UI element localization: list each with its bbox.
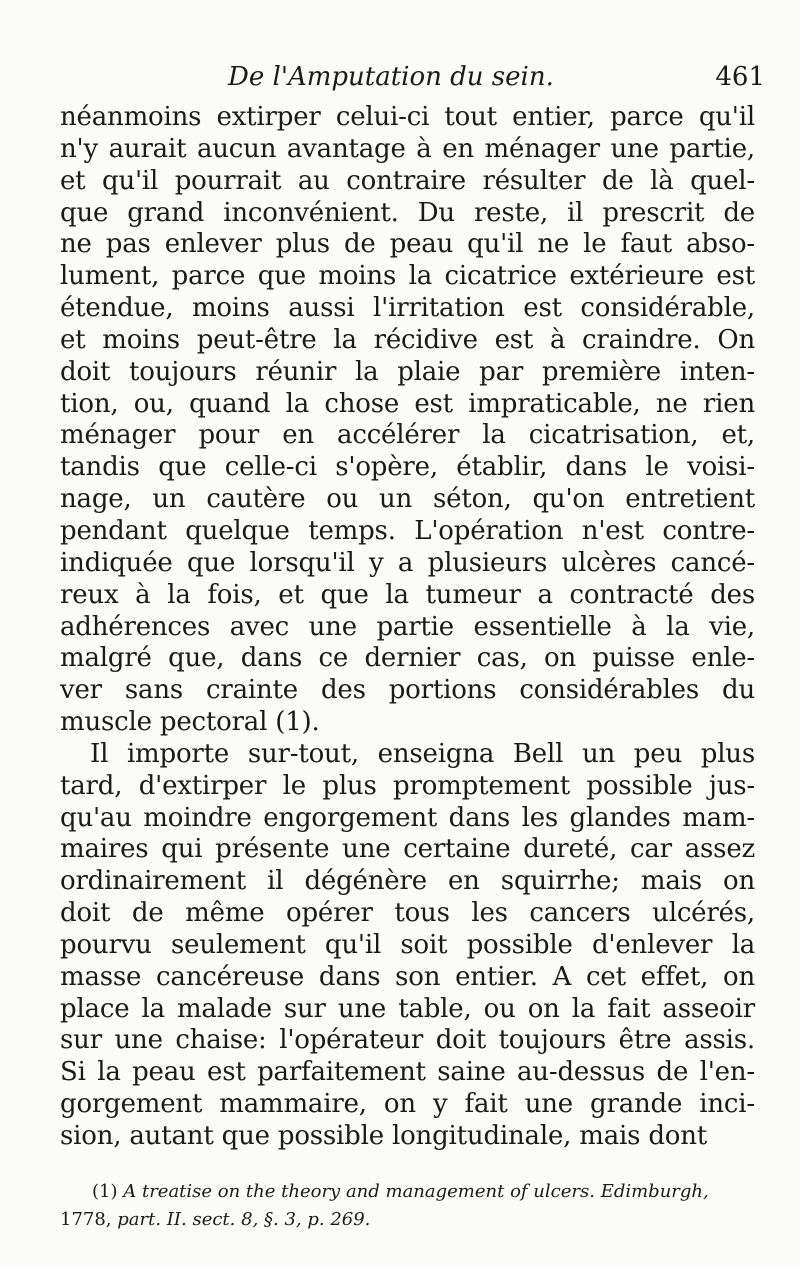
page-number: 461 (715, 62, 765, 92)
text-line: adhérences avec une partie essentielle à la vie, (60, 611, 755, 642)
text-line: sion, autant que possible longitudinale, mais dont (60, 1121, 708, 1151)
footnote (60, 1178, 752, 1234)
text-line: tard, d'extirper le plus promptement possible jus- (60, 770, 755, 801)
text-line: ver sans crainte des portions considérables du (60, 675, 755, 706)
text-line: Si la peau est parfaitement saine au-dessus de l'en- (60, 1057, 755, 1088)
text-line: malgré que, dans ce dernier cas, on puisse enle- (60, 643, 755, 674)
text-line: indiquée que lorsqu'il y a plusieurs ulcères cancé- (60, 547, 755, 578)
body-text (60, 102, 755, 1153)
text-line: gorgement mammaire, on y fait une grande inci- (60, 1089, 755, 1120)
footnote-line-1 (92, 1178, 752, 1206)
footnote-title: A treatise on the theory and management of ulcers. (123, 1181, 595, 1202)
text-line: masse cancéreuse dans son entier. A cet effet, on (60, 961, 755, 992)
text-line: nage, un cautère ou un séton, qu'on entretient (60, 484, 755, 515)
text-line: n'y aurait aucun avantage à en ménager une partie, (60, 133, 755, 164)
text-line: maires qui présente une certaine dureté, car assez (60, 834, 755, 865)
text-line: que grand inconvénient. Du reste, il prescrit de (60, 197, 755, 228)
footnote-place: Edimburgh, (600, 1181, 709, 1202)
text-line: place la malade sur une table, ou on la fait asseoir (60, 993, 755, 1024)
text-line: néanmoins extirper celui-ci tout entier, parce qu'il (60, 102, 755, 132)
text-line: ordinairement il dégénère en squirrhe; mais on (60, 866, 755, 897)
text-line: et moins peut-être la récidive est à craindre. On (60, 324, 755, 355)
text-line: sur une chaise: l'opérateur doit toujours être assis. (60, 1025, 755, 1056)
text-line: pendant quelque temps. L'opération n'est contre- (60, 515, 755, 546)
text-line: reux à la fois, et que la tumeur a contracté des (60, 579, 755, 610)
text-line: pourvu seulement qu'il soit possible d'enlever la (60, 929, 755, 960)
text-line: étendue, moins aussi l'irritation est considérable, (60, 293, 755, 324)
text-line: doit de même opérer tous les cancers ulcérés, (60, 898, 755, 929)
footnote-reference: part. II. sect. 8, §. 3, p. 269. (117, 1209, 371, 1230)
footnote-line-2 (60, 1206, 752, 1234)
text-line: tion, ou, quand la chose est impraticable, ne rien (60, 388, 755, 419)
running-title: De l'Amputation du sein. (228, 62, 554, 92)
text-line: tandis que celle-ci s'opère, établir, dans le voisi- (60, 452, 755, 483)
text-line: ménager pour en accélérer la cicatrisation, et, (60, 420, 755, 451)
text-line: ne pas enlever plus de peau qu'il ne le faut abso- (60, 229, 755, 260)
text-line: Il importe sur-tout, enseigna Bell un peu plus (90, 738, 755, 769)
text-line: doit toujours réunir la plaie par première inten- (60, 356, 755, 387)
page-header (60, 60, 765, 94)
footnote-marker: (1) (92, 1181, 118, 1202)
text-line: et qu'il pourrait au contraire résulter de là quel- (60, 165, 755, 196)
text-line: lument, parce que moins la cicatrice extérieure est (60, 261, 755, 292)
footnote-year: 1778, (60, 1209, 112, 1230)
text-line: muscle pectoral (1). (60, 707, 320, 738)
text-line: qu'au moindre engorgement dans les glandes mam- (60, 802, 755, 833)
